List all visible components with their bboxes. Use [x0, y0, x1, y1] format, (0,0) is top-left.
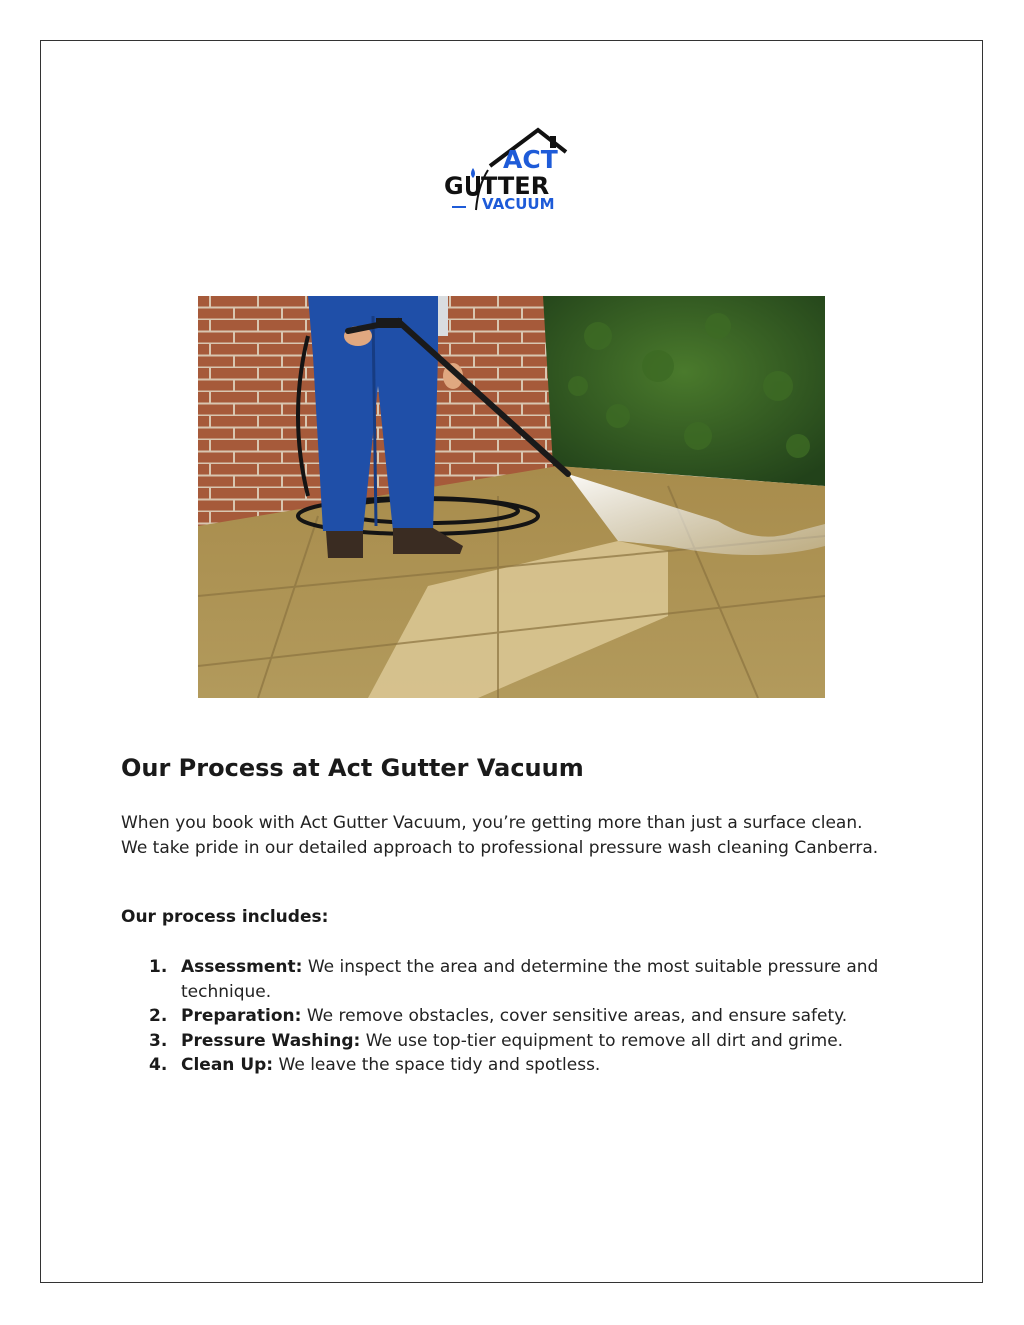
step-text: We inspect the area and determine the most suitable pressure and technique.	[181, 957, 879, 1002]
logo-letters-tter: TTER	[481, 172, 550, 200]
pressure-washing-photo	[198, 296, 825, 698]
company-logo	[440, 126, 572, 214]
step-title: Assessment:	[181, 957, 303, 977]
step-title: Preparation:	[181, 1006, 302, 1026]
process-steps-list	[121, 955, 921, 1078]
page-title: Our Process at Act Gutter Vacuum	[121, 754, 584, 782]
logo-letter-g: G	[444, 172, 464, 200]
step-text: We remove obstacles, cover sensitive areas, and ensure safety.	[306, 1006, 848, 1026]
list-item	[121, 1053, 921, 1078]
step-text: We use top-tier equipment to remove all dirt and grime.	[365, 1030, 844, 1051]
pressure-washing-illustration	[198, 296, 825, 698]
intro-paragraph: When you book with Act Gutter Vacuum, you’re getting more than just a surface clean. We take pride in our detailed approach to professional pressure wash cleaning Canberra.	[121, 813, 879, 858]
house-roof-icon	[440, 126, 572, 214]
step-number: 4.	[149, 1055, 168, 1075]
step-number: 1.	[149, 957, 168, 977]
process-subheading: Our process includes:	[121, 907, 329, 927]
water-drop-icon	[468, 168, 478, 194]
step-number: 2.	[149, 1006, 168, 1026]
logo-line-vacuum: VACUUM	[482, 195, 555, 213]
step-title: Clean Up:	[181, 1055, 274, 1075]
step-text: We leave the space tidy and spotless.	[278, 1055, 601, 1075]
step-number: 3.	[149, 1030, 168, 1051]
list-item	[121, 1029, 921, 1054]
list-item	[121, 955, 921, 1004]
logo-line-act: ACT	[503, 145, 558, 174]
step-title: Pressure Washing:	[181, 1030, 361, 1051]
list-item	[121, 1004, 921, 1029]
